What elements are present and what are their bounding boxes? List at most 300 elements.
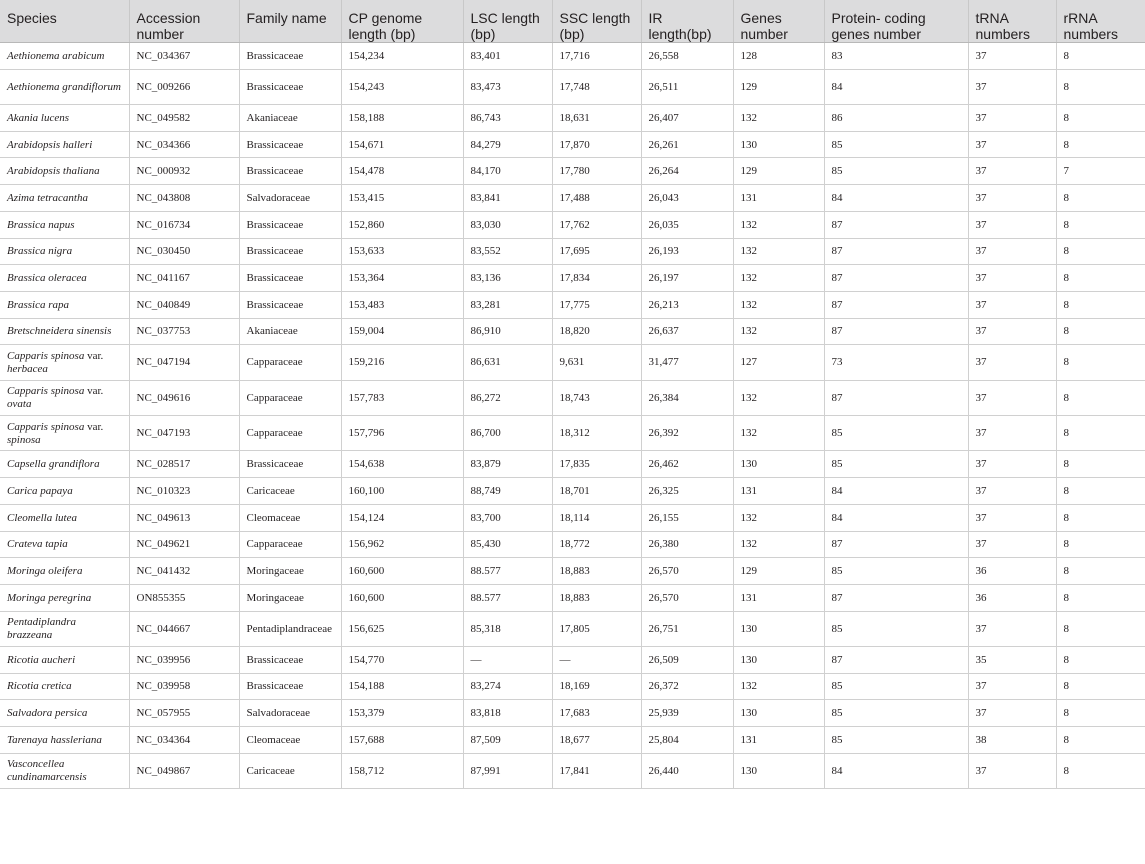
- lsc-length-cell: 84,279: [463, 131, 552, 158]
- rrna-cell: 8: [1056, 318, 1145, 345]
- col-header-trna: tRNA numbers: [968, 0, 1056, 43]
- table-row: [0, 265, 1145, 292]
- species-cell: Ricotia aucheri: [0, 646, 129, 673]
- cp-length-cell: 157,783: [341, 380, 463, 415]
- genes-cell: 132: [733, 380, 824, 415]
- rrna-cell: 8: [1056, 238, 1145, 265]
- protein-coding-cell: 85: [824, 416, 968, 451]
- protein-coding-cell: 87: [824, 380, 968, 415]
- table-row: [0, 753, 1145, 788]
- ir-length-cell: 26,558: [641, 43, 733, 70]
- rrna-cell: 8: [1056, 611, 1145, 646]
- family-cell: Moringaceae: [239, 558, 341, 585]
- table-body: [0, 43, 1145, 789]
- family-cell: Capparaceae: [239, 380, 341, 415]
- genes-cell: 130: [733, 753, 824, 788]
- table-row: [0, 504, 1145, 531]
- species-cell: Capparis spinosa var. herbacea: [0, 345, 129, 380]
- ir-length-cell: 26,380: [641, 531, 733, 558]
- trna-cell: 36: [968, 558, 1056, 585]
- lsc-length-cell: 83,841: [463, 185, 552, 212]
- genes-cell: 129: [733, 158, 824, 185]
- family-cell: Brassicaceae: [239, 158, 341, 185]
- col-header-ir-length: IR length(bp): [641, 0, 733, 43]
- col-header-rrna: rRNA numbers: [1056, 0, 1145, 43]
- lsc-length-cell: 86,700: [463, 416, 552, 451]
- ir-length-cell: 31,477: [641, 345, 733, 380]
- accession-cell: NC_009266: [129, 69, 239, 104]
- ir-length-cell: 26,155: [641, 504, 733, 531]
- lsc-length-cell: 86,272: [463, 380, 552, 415]
- ir-length-cell: 26,043: [641, 185, 733, 212]
- accession-cell: NC_010323: [129, 478, 239, 505]
- accession-cell: NC_047194: [129, 345, 239, 380]
- table-row: [0, 558, 1145, 585]
- lsc-length-cell: 83,879: [463, 451, 552, 478]
- family-cell: Brassicaceae: [239, 646, 341, 673]
- species-cell: Pentadiplandra brazzeana: [0, 611, 129, 646]
- accession-cell: NC_057955: [129, 700, 239, 727]
- table-row: [0, 646, 1145, 673]
- protein-coding-cell: 85: [824, 131, 968, 158]
- species-cell: Brassica nigra: [0, 238, 129, 265]
- ssc-length-cell: 18,883: [552, 558, 641, 585]
- ssc-length-cell: 17,488: [552, 185, 641, 212]
- family-cell: Cleomaceae: [239, 504, 341, 531]
- family-cell: Caricaceae: [239, 478, 341, 505]
- lsc-length-cell: 85,318: [463, 611, 552, 646]
- cp-length-cell: 158,188: [341, 105, 463, 132]
- trna-cell: 37: [968, 416, 1056, 451]
- cp-length-cell: 153,483: [341, 291, 463, 318]
- table-row: [0, 451, 1145, 478]
- lsc-length-cell: 85,430: [463, 531, 552, 558]
- family-cell: Brassicaceae: [239, 673, 341, 700]
- protein-coding-cell: 87: [824, 584, 968, 611]
- lsc-length-cell: 83,274: [463, 673, 552, 700]
- protein-coding-cell: 87: [824, 291, 968, 318]
- species-cell: Salvadora persica: [0, 700, 129, 727]
- protein-coding-cell: 85: [824, 700, 968, 727]
- protein-coding-cell: 84: [824, 504, 968, 531]
- ir-length-cell: 26,325: [641, 478, 733, 505]
- table-row: [0, 238, 1145, 265]
- table-row: [0, 727, 1145, 754]
- rrna-cell: 8: [1056, 531, 1145, 558]
- family-cell: Salvadoraceae: [239, 185, 341, 212]
- genes-cell: 127: [733, 345, 824, 380]
- protein-coding-cell: 85: [824, 158, 968, 185]
- protein-coding-cell: 84: [824, 478, 968, 505]
- protein-coding-cell: 85: [824, 673, 968, 700]
- genes-cell: 130: [733, 700, 824, 727]
- table-row: [0, 673, 1145, 700]
- genes-cell: 130: [733, 131, 824, 158]
- rrna-cell: 8: [1056, 43, 1145, 70]
- ir-length-cell: 26,407: [641, 105, 733, 132]
- accession-cell: NC_028517: [129, 451, 239, 478]
- genes-cell: 132: [733, 318, 824, 345]
- accession-cell: NC_041167: [129, 265, 239, 292]
- trna-cell: 37: [968, 380, 1056, 415]
- trna-cell: 37: [968, 265, 1056, 292]
- ssc-length-cell: 17,716: [552, 43, 641, 70]
- table-row: [0, 211, 1145, 238]
- cp-length-cell: 158,712: [341, 753, 463, 788]
- cp-length-cell: 154,638: [341, 451, 463, 478]
- family-cell: Brassicaceae: [239, 265, 341, 292]
- ir-length-cell: 25,804: [641, 727, 733, 754]
- trna-cell: 38: [968, 727, 1056, 754]
- genes-cell: 132: [733, 265, 824, 292]
- species-cell: Arabidopsis halleri: [0, 131, 129, 158]
- family-cell: Brassicaceae: [239, 238, 341, 265]
- rrna-cell: 8: [1056, 416, 1145, 451]
- trna-cell: 37: [968, 318, 1056, 345]
- ssc-length-cell: 18,169: [552, 673, 641, 700]
- lsc-length-cell: —: [463, 646, 552, 673]
- protein-coding-cell: 87: [824, 211, 968, 238]
- table-row: [0, 291, 1145, 318]
- ssc-length-cell: 17,835: [552, 451, 641, 478]
- family-cell: Capparaceae: [239, 345, 341, 380]
- cp-length-cell: 156,962: [341, 531, 463, 558]
- cp-length-cell: 159,216: [341, 345, 463, 380]
- species-cell: Azima tetracantha: [0, 185, 129, 212]
- species-cell: Moringa oleifera: [0, 558, 129, 585]
- protein-coding-cell: 86: [824, 105, 968, 132]
- lsc-length-cell: 86,743: [463, 105, 552, 132]
- genes-cell: 132: [733, 211, 824, 238]
- genes-cell: 128: [733, 43, 824, 70]
- ir-length-cell: 26,462: [641, 451, 733, 478]
- table-row: [0, 478, 1145, 505]
- family-cell: Akaniaceae: [239, 318, 341, 345]
- rrna-cell: 8: [1056, 345, 1145, 380]
- col-header-species: Species: [0, 0, 129, 43]
- species-cell: Brassica napus: [0, 211, 129, 238]
- header-row: [0, 0, 1145, 43]
- table-row: [0, 584, 1145, 611]
- ssc-length-cell: 18,883: [552, 584, 641, 611]
- ssc-length-cell: 17,748: [552, 69, 641, 104]
- lsc-length-cell: 84,170: [463, 158, 552, 185]
- accession-cell: NC_044667: [129, 611, 239, 646]
- genes-cell: 132: [733, 416, 824, 451]
- trna-cell: 37: [968, 158, 1056, 185]
- family-cell: Brassicaceae: [239, 211, 341, 238]
- col-header-family: Family name: [239, 0, 341, 43]
- accession-cell: NC_049867: [129, 753, 239, 788]
- species-cell: Moringa peregrina: [0, 584, 129, 611]
- accession-cell: NC_041432: [129, 558, 239, 585]
- rrna-cell: 8: [1056, 105, 1145, 132]
- trna-cell: 37: [968, 700, 1056, 727]
- trna-cell: 36: [968, 584, 1056, 611]
- trna-cell: 37: [968, 531, 1056, 558]
- protein-coding-cell: 73: [824, 345, 968, 380]
- accession-cell: NC_039958: [129, 673, 239, 700]
- cp-length-cell: 160,600: [341, 584, 463, 611]
- ssc-length-cell: 18,820: [552, 318, 641, 345]
- ir-length-cell: 26,570: [641, 558, 733, 585]
- genes-cell: 132: [733, 291, 824, 318]
- family-cell: Capparaceae: [239, 416, 341, 451]
- ssc-length-cell: 17,841: [552, 753, 641, 788]
- trna-cell: 37: [968, 43, 1056, 70]
- lsc-length-cell: 88.577: [463, 584, 552, 611]
- col-header-cp-length: CP genome length (bp): [341, 0, 463, 43]
- trna-cell: 37: [968, 478, 1056, 505]
- lsc-length-cell: 88,749: [463, 478, 552, 505]
- cp-length-cell: 156,625: [341, 611, 463, 646]
- genes-cell: 131: [733, 185, 824, 212]
- species-cell: Crateva tapia: [0, 531, 129, 558]
- trna-cell: 37: [968, 238, 1056, 265]
- ir-length-cell: 26,384: [641, 380, 733, 415]
- accession-cell: ON855355: [129, 584, 239, 611]
- species-cell: Aethionema grandiflorum: [0, 69, 129, 104]
- rrna-cell: 8: [1056, 265, 1145, 292]
- family-cell: Brassicaceae: [239, 291, 341, 318]
- cp-length-cell: 157,688: [341, 727, 463, 754]
- trna-cell: 37: [968, 291, 1056, 318]
- rrna-cell: 8: [1056, 478, 1145, 505]
- rrna-cell: 8: [1056, 753, 1145, 788]
- trna-cell: 37: [968, 105, 1056, 132]
- accession-cell: NC_043808: [129, 185, 239, 212]
- genes-cell: 131: [733, 727, 824, 754]
- trna-cell: 37: [968, 451, 1056, 478]
- rrna-cell: 8: [1056, 646, 1145, 673]
- accession-cell: NC_034364: [129, 727, 239, 754]
- ssc-length-cell: 18,772: [552, 531, 641, 558]
- species-cell: Brassica oleracea: [0, 265, 129, 292]
- accession-cell: NC_037753: [129, 318, 239, 345]
- accession-cell: NC_039956: [129, 646, 239, 673]
- cp-length-cell: 154,478: [341, 158, 463, 185]
- table-header: [0, 0, 1145, 43]
- lsc-length-cell: 83,030: [463, 211, 552, 238]
- trna-cell: 37: [968, 753, 1056, 788]
- table-row: [0, 345, 1145, 380]
- rrna-cell: 8: [1056, 700, 1145, 727]
- cp-length-cell: 157,796: [341, 416, 463, 451]
- accession-cell: NC_049621: [129, 531, 239, 558]
- lsc-length-cell: 87,991: [463, 753, 552, 788]
- cp-length-cell: 154,671: [341, 131, 463, 158]
- family-cell: Caricaceae: [239, 753, 341, 788]
- table-row: [0, 105, 1145, 132]
- trna-cell: 37: [968, 131, 1056, 158]
- rrna-cell: 8: [1056, 69, 1145, 104]
- rrna-cell: 8: [1056, 291, 1145, 318]
- trna-cell: 37: [968, 673, 1056, 700]
- family-cell: Brassicaceae: [239, 131, 341, 158]
- ssc-length-cell: 17,695: [552, 238, 641, 265]
- genes-cell: 129: [733, 558, 824, 585]
- rrna-cell: 8: [1056, 727, 1145, 754]
- cp-length-cell: 153,364: [341, 265, 463, 292]
- table-row: [0, 69, 1145, 104]
- cp-length-cell: 154,234: [341, 43, 463, 70]
- ssc-length-cell: 18,631: [552, 105, 641, 132]
- trna-cell: 37: [968, 69, 1056, 104]
- protein-coding-cell: 87: [824, 646, 968, 673]
- cp-length-cell: 154,243: [341, 69, 463, 104]
- ir-length-cell: 26,193: [641, 238, 733, 265]
- ir-length-cell: 26,637: [641, 318, 733, 345]
- ir-length-cell: 26,035: [641, 211, 733, 238]
- table-row: [0, 416, 1145, 451]
- species-cell: Carica papaya: [0, 478, 129, 505]
- col-header-accession: Accession number: [129, 0, 239, 43]
- cp-length-cell: 153,415: [341, 185, 463, 212]
- genes-cell: 132: [733, 105, 824, 132]
- col-header-lsc-length: LSC length (bp): [463, 0, 552, 43]
- lsc-length-cell: 83,473: [463, 69, 552, 104]
- accession-cell: NC_034367: [129, 43, 239, 70]
- genes-cell: 130: [733, 611, 824, 646]
- species-cell: Arabidopsis thaliana: [0, 158, 129, 185]
- species-cell: Capsella grandiflora: [0, 451, 129, 478]
- ssc-length-cell: 18,677: [552, 727, 641, 754]
- protein-coding-cell: 85: [824, 611, 968, 646]
- trna-cell: 37: [968, 185, 1056, 212]
- species-cell: Tarenaya hassleriana: [0, 727, 129, 754]
- genes-cell: 131: [733, 478, 824, 505]
- cp-length-cell: 153,633: [341, 238, 463, 265]
- ir-length-cell: 26,197: [641, 265, 733, 292]
- family-cell: Pentadiplandraceae: [239, 611, 341, 646]
- ssc-length-cell: 17,762: [552, 211, 641, 238]
- ir-length-cell: 26,509: [641, 646, 733, 673]
- rrna-cell: 8: [1056, 380, 1145, 415]
- table-row: [0, 43, 1145, 70]
- table-row: [0, 318, 1145, 345]
- trna-cell: 37: [968, 611, 1056, 646]
- rrna-cell: 8: [1056, 131, 1145, 158]
- ssc-length-cell: 18,743: [552, 380, 641, 415]
- species-cell: Akania lucens: [0, 105, 129, 132]
- genes-cell: 132: [733, 673, 824, 700]
- lsc-length-cell: 83,401: [463, 43, 552, 70]
- cp-length-cell: 153,379: [341, 700, 463, 727]
- protein-coding-cell: 84: [824, 185, 968, 212]
- table-row: [0, 531, 1145, 558]
- ir-length-cell: 26,511: [641, 69, 733, 104]
- family-cell: Akaniaceae: [239, 105, 341, 132]
- cp-length-cell: 160,600: [341, 558, 463, 585]
- protein-coding-cell: 87: [824, 265, 968, 292]
- ssc-length-cell: 18,701: [552, 478, 641, 505]
- species-cell: Vasconcellea cundinamarcensis: [0, 753, 129, 788]
- ssc-length-cell: 17,870: [552, 131, 641, 158]
- accession-cell: NC_049582: [129, 105, 239, 132]
- accession-cell: NC_047193: [129, 416, 239, 451]
- rrna-cell: 8: [1056, 558, 1145, 585]
- ir-length-cell: 26,372: [641, 673, 733, 700]
- cp-length-cell: 154,770: [341, 646, 463, 673]
- table-row: [0, 611, 1145, 646]
- trna-cell: 37: [968, 345, 1056, 380]
- lsc-length-cell: 88.577: [463, 558, 552, 585]
- ssc-length-cell: 17,805: [552, 611, 641, 646]
- protein-coding-cell: 87: [824, 531, 968, 558]
- genes-cell: 131: [733, 584, 824, 611]
- ir-length-cell: 26,440: [641, 753, 733, 788]
- family-cell: Cleomaceae: [239, 727, 341, 754]
- rrna-cell: 8: [1056, 451, 1145, 478]
- cp-length-cell: 154,188: [341, 673, 463, 700]
- protein-coding-cell: 87: [824, 238, 968, 265]
- protein-coding-cell: 87: [824, 318, 968, 345]
- protein-coding-cell: 85: [824, 727, 968, 754]
- genes-cell: 132: [733, 531, 824, 558]
- table-row: [0, 131, 1145, 158]
- protein-coding-cell: 83: [824, 43, 968, 70]
- family-cell: Salvadoraceae: [239, 700, 341, 727]
- ir-length-cell: 26,392: [641, 416, 733, 451]
- protein-coding-cell: 85: [824, 451, 968, 478]
- rrna-cell: 8: [1056, 673, 1145, 700]
- accession-cell: NC_049613: [129, 504, 239, 531]
- accession-cell: NC_049616: [129, 380, 239, 415]
- col-header-ssc-length: SSC length (bp): [552, 0, 641, 43]
- trna-cell: 35: [968, 646, 1056, 673]
- family-cell: Brassicaceae: [239, 451, 341, 478]
- family-cell: Moringaceae: [239, 584, 341, 611]
- genes-cell: 130: [733, 646, 824, 673]
- protein-coding-cell: 84: [824, 753, 968, 788]
- ssc-length-cell: 18,312: [552, 416, 641, 451]
- rrna-cell: 8: [1056, 211, 1145, 238]
- lsc-length-cell: 86,910: [463, 318, 552, 345]
- lsc-length-cell: 86,631: [463, 345, 552, 380]
- protein-coding-cell: 85: [824, 558, 968, 585]
- rrna-cell: 8: [1056, 584, 1145, 611]
- family-cell: Capparaceae: [239, 531, 341, 558]
- cp-length-cell: 152,860: [341, 211, 463, 238]
- species-cell: Capparis spinosa var. ovata: [0, 380, 129, 415]
- species-cell: Bretschneidera sinensis: [0, 318, 129, 345]
- ir-length-cell: 26,751: [641, 611, 733, 646]
- ir-length-cell: 26,570: [641, 584, 733, 611]
- genes-cell: 129: [733, 69, 824, 104]
- lsc-length-cell: 83,281: [463, 291, 552, 318]
- species-cell: Cleomella lutea: [0, 504, 129, 531]
- lsc-length-cell: 87,509: [463, 727, 552, 754]
- ssc-length-cell: 9,631: [552, 345, 641, 380]
- family-cell: Brassicaceae: [239, 69, 341, 104]
- ssc-length-cell: 18,114: [552, 504, 641, 531]
- ir-length-cell: 26,264: [641, 158, 733, 185]
- rrna-cell: 8: [1056, 504, 1145, 531]
- table-row: [0, 700, 1145, 727]
- lsc-length-cell: 83,818: [463, 700, 552, 727]
- cp-length-cell: 160,100: [341, 478, 463, 505]
- species-cell: Aethionema arabicum: [0, 43, 129, 70]
- genes-cell: 132: [733, 238, 824, 265]
- protein-coding-cell: 84: [824, 69, 968, 104]
- lsc-length-cell: 83,136: [463, 265, 552, 292]
- ir-length-cell: 25,939: [641, 700, 733, 727]
- accession-cell: NC_040849: [129, 291, 239, 318]
- genes-cell: 130: [733, 451, 824, 478]
- species-cell: Brassica rapa: [0, 291, 129, 318]
- genes-cell: 132: [733, 504, 824, 531]
- rrna-cell: 8: [1056, 185, 1145, 212]
